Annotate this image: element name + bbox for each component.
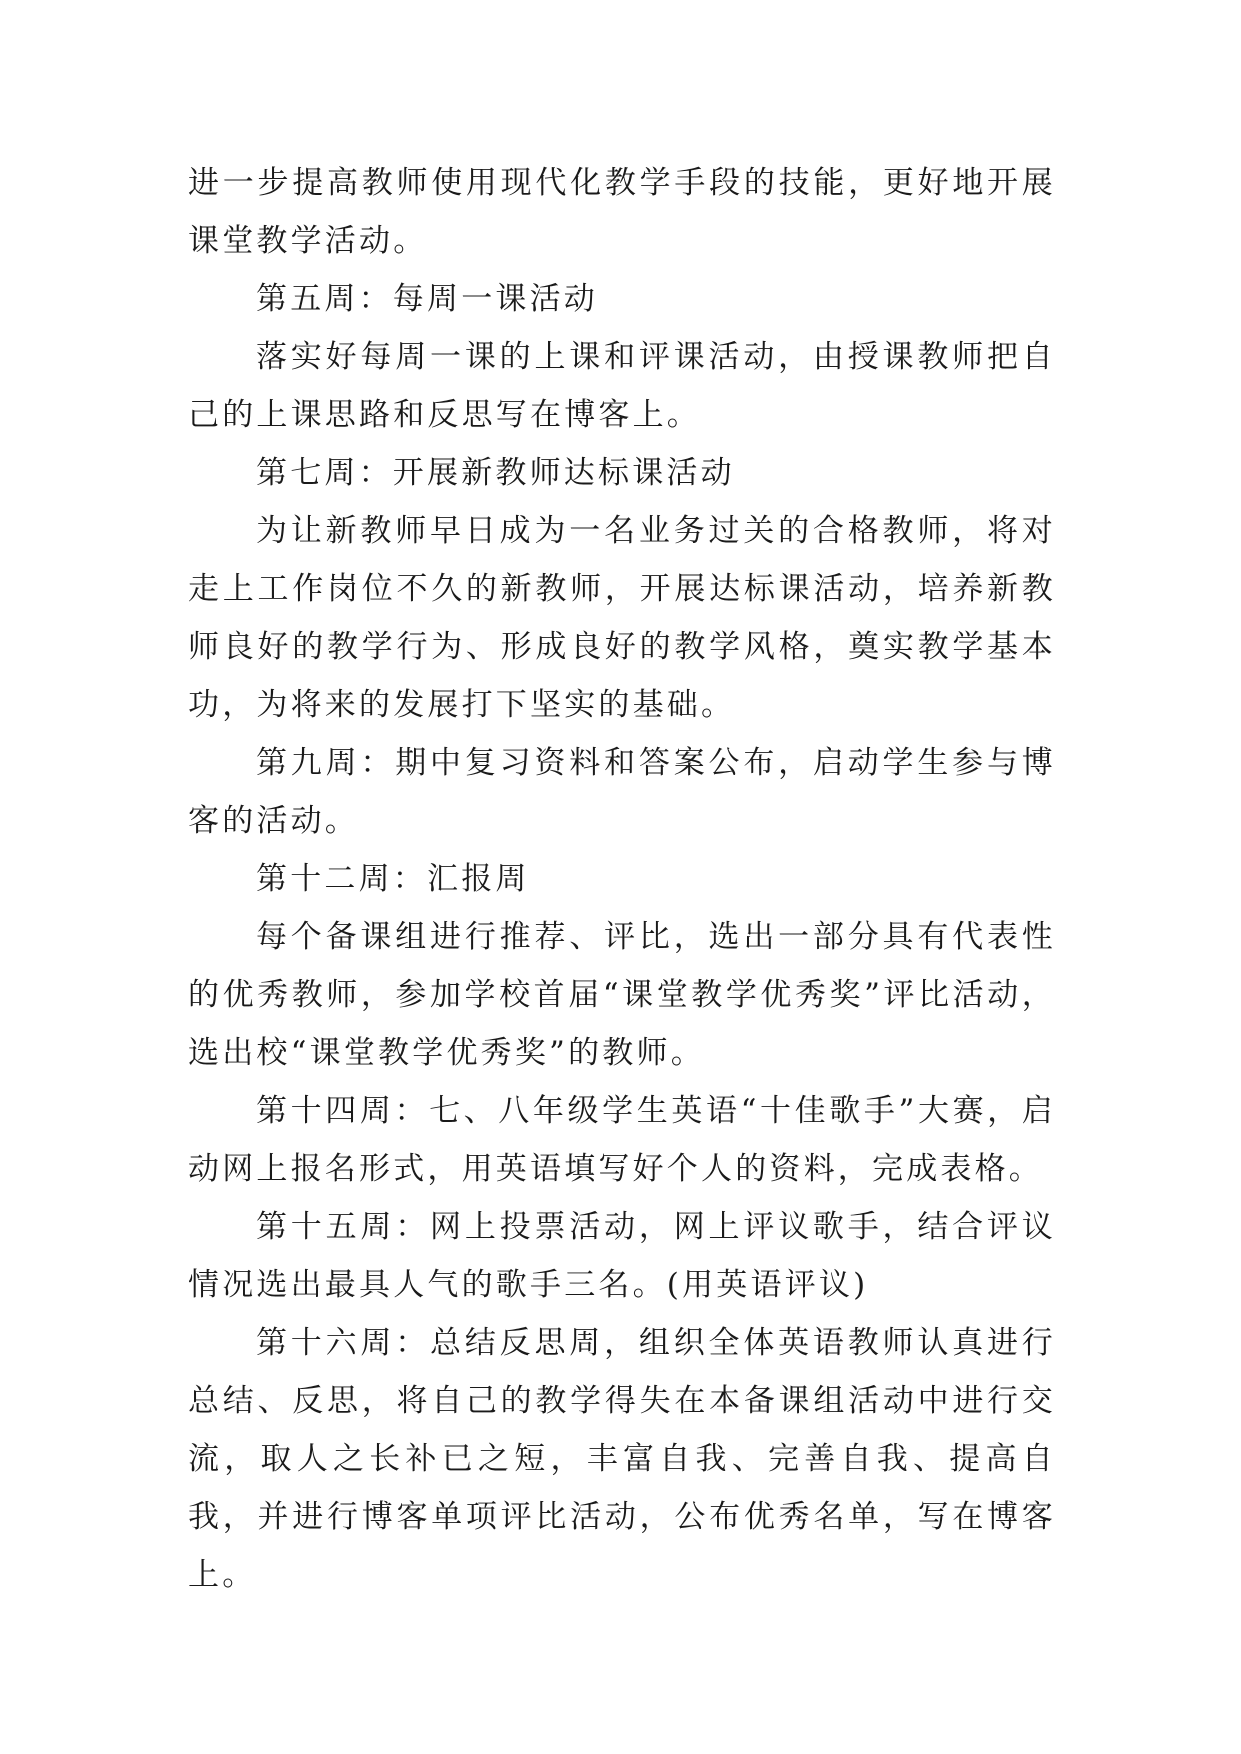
paragraph-9: 第十四周：七、八年级学生英语“十佳歌手”大赛，启动网上报名形式，用英语填写好个人的资料，完成表格。 (188, 1093, 1056, 1187)
paragraph-7: 第十二周：汇报周 (256, 861, 530, 897)
paragraph-6: 第九周：期中复习资料和答案公布，启动学生参与博客的活动。 (188, 745, 1056, 839)
paragraph-2: 第五周：每周一课活动 (256, 281, 598, 317)
paragraph-5: 为让新教师早日成为一名业务过关的合格教师，将对走上工作岗位不久的新教师，开展达标课活动，培养新教师良好的教学行为、形成良好的教学风格，奠实教学基本功，为将来的发展打下坚实的基础。 (188, 513, 1056, 723)
paragraph-1: 进一步提高教师使用现代化教学手段的技能，更好地开展课堂教学活动。 (188, 165, 1056, 259)
paragraph-11: 第十六周：总结反思周，组织全体英语教师认真进行总结、反思，将自己的教学得失在本备课组活动中进行交流，取人之长补已之短，丰富自我、完善自我、提高自我，并进行博客单项评比活动，公布优秀名单，写在博客上。 (188, 1325, 1056, 1593)
paragraph-10: 第十五周：网上投票活动，网上评议歌手，结合评议情况选出最具人气的歌手三名。(用英语评议) (188, 1209, 1056, 1303)
paragraph-4: 第七周：开展新教师达标课活动 (256, 455, 735, 491)
document-body (188, 154, 1056, 1604)
paragraph-3: 落实好每周一课的上课和评课活动，由授课教师把自己的上课思路和反思写在博客上。 (188, 339, 1056, 433)
paragraph-8: 每个备课组进行推荐、评比，选出一部分具有代表性的优秀教师，参加学校首届“课堂教学优秀奖”评比活动，选出校“课堂教学优秀奖”的教师。 (188, 919, 1056, 1071)
